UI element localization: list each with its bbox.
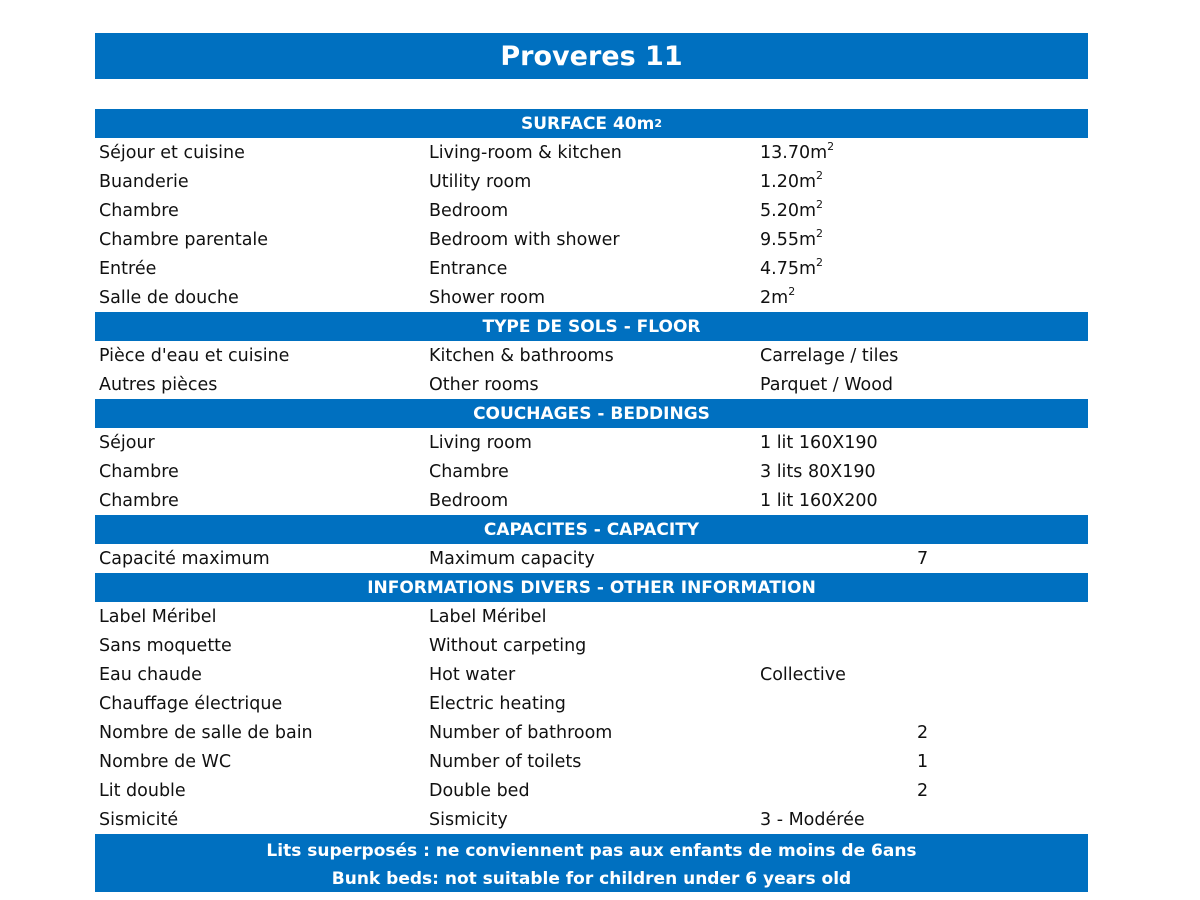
english-label: Without carpeting (429, 635, 587, 656)
value-text: 1.20m (760, 171, 817, 192)
value-superscript: 2 (788, 284, 796, 298)
french-label: Buanderie (99, 171, 189, 192)
french-label: Eau chaude (99, 664, 202, 685)
english-label: Bedroom (429, 490, 509, 511)
value-text: 5.20m (760, 200, 817, 221)
french-label: Nombre de WC (99, 751, 232, 772)
english-label: Bedroom (429, 200, 509, 221)
value-text: Carrelage / tiles (760, 345, 899, 366)
french-label: Séjour et cuisine (99, 142, 245, 163)
table-row (95, 370, 1088, 399)
table-row (95, 196, 1088, 225)
french-label: Chambre parentale (99, 229, 269, 250)
table-row (95, 602, 1088, 631)
french-label: Label Méribel (99, 606, 217, 627)
count-cell: 7 (917, 548, 929, 569)
section-heading (95, 399, 1088, 428)
french-label: Autres pièces (99, 374, 218, 395)
english-label: Label Méribel (429, 606, 547, 627)
french-label: Pièce d'eau et cuisine (99, 345, 290, 366)
count-cell: 1 (917, 751, 929, 772)
french-label: Entrée (99, 258, 157, 279)
value-cell (757, 284, 914, 308)
table-row (95, 776, 1088, 805)
value-cell (757, 491, 914, 511)
value-text: Parquet / Wood (760, 374, 894, 395)
value-text: 3 - Modérée (760, 809, 865, 830)
table-row (95, 747, 1088, 776)
table-row (95, 341, 1088, 370)
value-superscript: 2 (816, 226, 824, 240)
english-label: Living-room & kitchen (429, 142, 622, 163)
value-cell (757, 665, 914, 685)
value-cell (757, 255, 914, 279)
table-row (95, 457, 1088, 486)
english-label: Shower room (429, 287, 546, 308)
english-label: Bedroom with shower (429, 229, 620, 250)
value-cell (757, 462, 914, 482)
french-label: Sans moquette (99, 635, 232, 656)
value-text: 9.55m (760, 229, 817, 250)
section-heading (95, 515, 1088, 544)
english-label: Double bed (429, 780, 530, 801)
english-label: Maximum capacity (429, 548, 595, 569)
french-label: Chambre (99, 461, 179, 482)
french-label: Chambre (99, 490, 179, 511)
value-superscript: 2 (816, 255, 824, 269)
english-label: Number of bathroom (429, 722, 613, 743)
table-row (95, 167, 1088, 196)
warning-footer (95, 834, 1088, 892)
section-heading-text: COUCHAGES - BEDDINGS (473, 403, 710, 424)
table-row (95, 486, 1088, 515)
french-label: Lit double (99, 780, 186, 801)
table-row (95, 254, 1088, 283)
table-row (95, 631, 1088, 660)
english-label: Hot water (429, 664, 516, 685)
french-label: Chambre (99, 200, 179, 221)
value-superscript: 2 (816, 197, 824, 211)
english-label: Utility room (429, 171, 532, 192)
section-heading (95, 312, 1088, 341)
value-text: 1 lit 160X190 (760, 432, 878, 453)
value-cell (757, 346, 914, 366)
table-row (95, 805, 1088, 834)
section-heading (95, 573, 1088, 602)
table-row (95, 544, 1088, 573)
english-label: Sismicity (429, 809, 508, 830)
value-cell (757, 139, 914, 163)
english-label: Kitchen & bathrooms (429, 345, 614, 366)
french-label: Séjour (99, 432, 155, 453)
french-label: Sismicité (99, 809, 179, 830)
value-superscript: 2 (816, 168, 824, 182)
count-cell: 2 (917, 722, 929, 743)
french-label: Salle de douche (99, 287, 239, 308)
english-label: Entrance (429, 258, 508, 279)
value-text: 1 lit 160X200 (760, 490, 878, 511)
section-heading-text: SURFACE 40m (521, 113, 655, 134)
table-row (95, 660, 1088, 689)
value-text: 2m (760, 287, 789, 308)
warning-english: Bunk beds: not suitable for children under 6 years old (331, 869, 852, 889)
value-text: Collective (760, 664, 846, 685)
value-text: 13.70m (760, 142, 828, 163)
section-heading: SURFACE 40m 2 (95, 109, 1088, 138)
english-label: Living room (429, 432, 532, 453)
value-cell (757, 168, 914, 192)
value-cell (757, 197, 914, 221)
value-text: 4.75m (760, 258, 817, 279)
table-row (95, 718, 1088, 747)
english-label: Other rooms (429, 374, 539, 395)
value-superscript: 2 (827, 139, 835, 153)
table-row (95, 428, 1088, 457)
table-row (95, 225, 1088, 254)
english-label: Number of toilets (429, 751, 582, 772)
value-cell (757, 810, 914, 830)
table-row (95, 283, 1088, 312)
french-label: Chauffage électrique (99, 693, 283, 714)
section-heading-text: INFORMATIONS DIVERS - OTHER INFORMATION (367, 577, 816, 598)
section-heading-text: CAPACITES - CAPACITY (483, 519, 700, 540)
warning-french: Lits superposés : ne conviennent pas aux enfants de moins de 6ans (266, 841, 917, 861)
value-cell (757, 433, 914, 453)
french-label: Nombre de salle de bain (99, 722, 313, 743)
property-sheet (95, 109, 1088, 892)
value-text: 3 lits 80X190 (760, 461, 876, 482)
page-title: Proveres 11 (95, 33, 1088, 79)
value-cell (757, 226, 914, 250)
table-row (95, 689, 1088, 718)
english-label: Chambre (429, 461, 509, 482)
count-cell: 2 (917, 780, 929, 801)
section-heading-text: TYPE DE SOLS - FLOOR (482, 316, 701, 337)
table-row (95, 138, 1088, 167)
french-label: Capacité maximum (99, 548, 270, 569)
english-label: Electric heating (429, 693, 566, 714)
value-cell (757, 375, 914, 395)
